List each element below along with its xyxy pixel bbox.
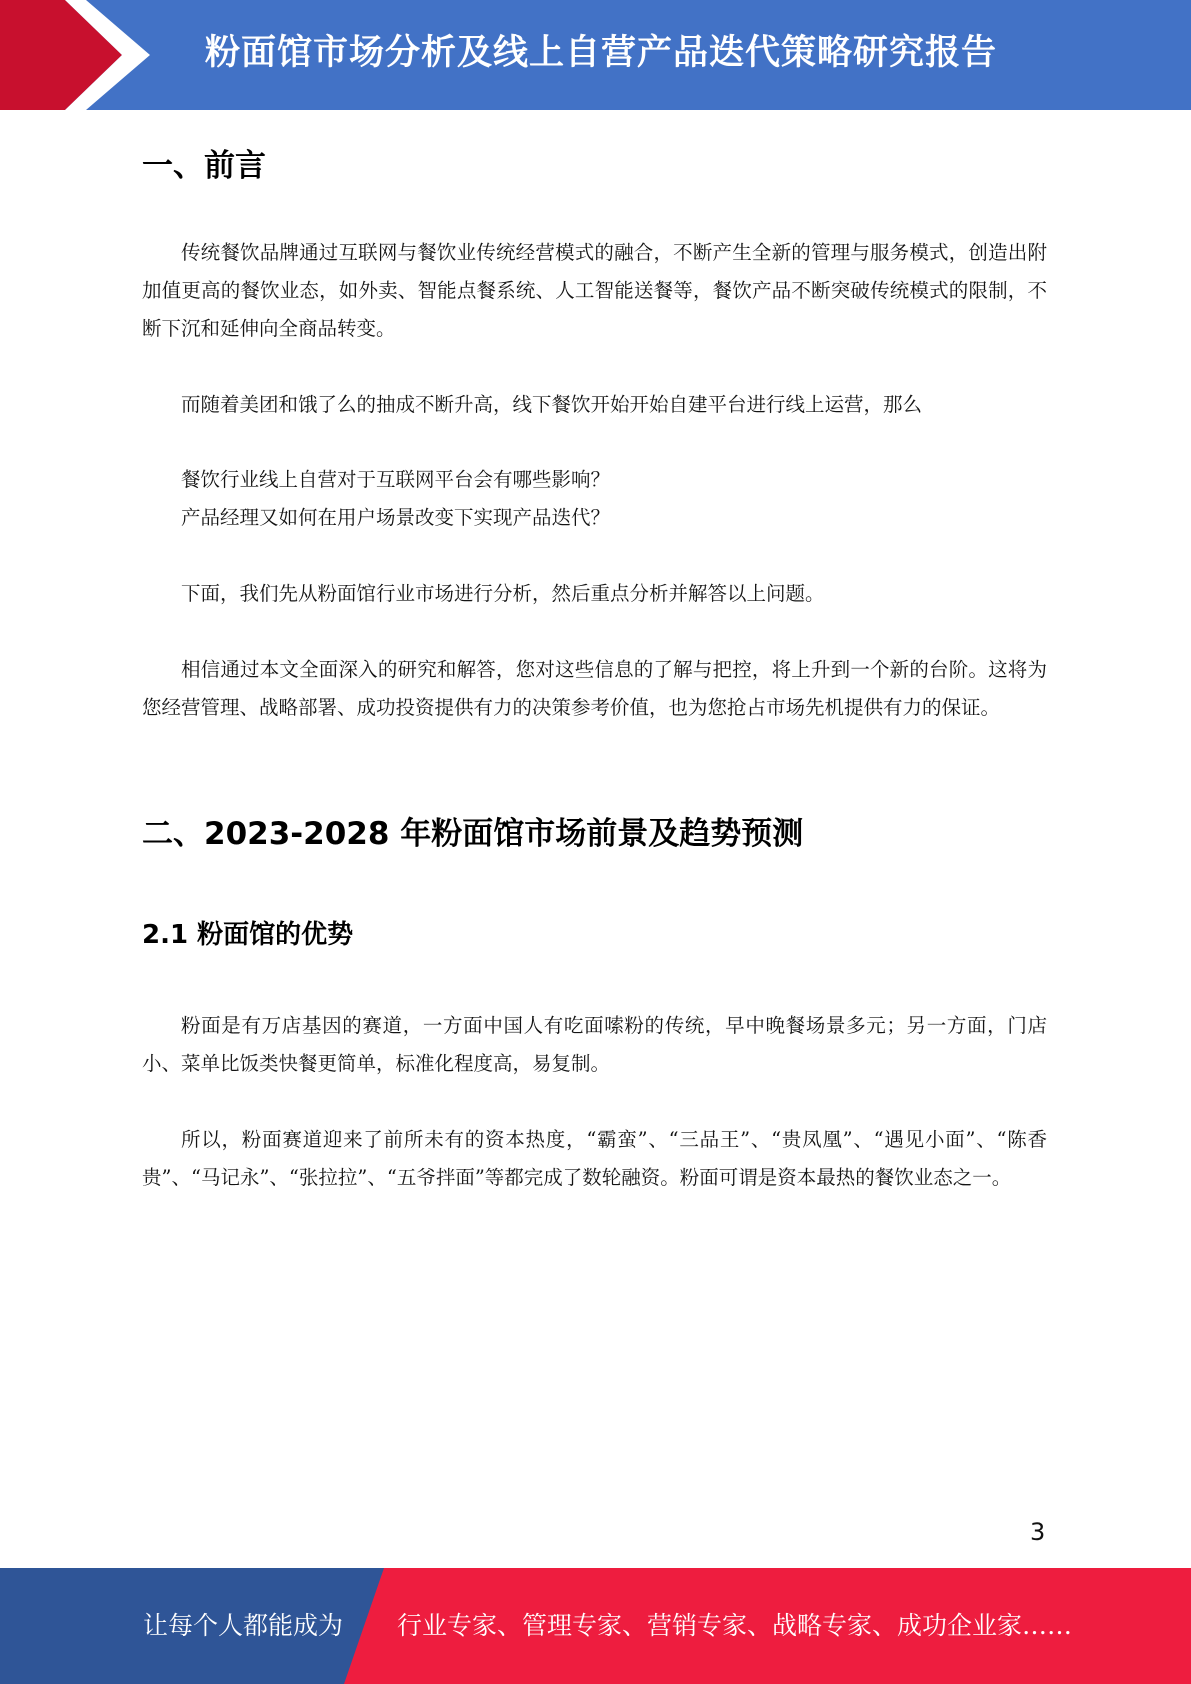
- section-heading-outlook: 二、2023-2028 年粉面馆市场前景及趋势预测: [142, 816, 804, 852]
- intro-question-1: 餐饮行业线上自营对于互联网平台会有哪些影响？: [181, 468, 611, 491]
- advantages-paragraph-2: 所以，粉面赛道迎来了前所未有的资本热度，“霸蛮”、“三品王”、“贵凤凰”、“遇见小面”、“陈香贵”、“马记永”、“张拉拉”、“五爷拌面”等都完成了数轮融资。粉面可谓是资本最热的餐饮业态之一。: [142, 1128, 1047, 1189]
- intro-paragraph-3: 下面，我们先从粉面馆行业市场进行分析，然后重点分析并解答以上问题。: [181, 582, 825, 605]
- report-title: 粉面馆市场分析及线上自营产品迭代策略研究报告: [205, 33, 998, 73]
- section-heading-intro: 一、前言: [142, 148, 266, 184]
- footer-band: [0, 1568, 1191, 1684]
- intro-paragraph-2: 而随着美团和饿了么的抽成不断升高，线下餐饮开始开始自建平台进行线上运营，那么: [181, 393, 923, 416]
- intro-paragraph-1: 传统餐饮品牌通过互联网与餐饮业传统经营模式的融合，不断产生全新的管理与服务模式，创造出附加值更高的餐饮业态，如外卖、智能点餐系统、人工智能送餐等，餐饮产品不断突破传统模式的限制，不断下沉和延伸向全商品转变。: [142, 241, 1047, 340]
- intro-question-2: 产品经理又如何在用户场景改变下实现产品迭代？: [181, 506, 611, 529]
- footer-slogan-right: 行业专家、管理专家、营销专家、战略专家、成功企业家……: [397, 1611, 1073, 1640]
- chevron-arrow-icon: [0, 0, 180, 110]
- header-band: [0, 0, 1191, 110]
- advantages-paragraph-1: 粉面是有万店基因的赛道，一方面中国人有吃面嗦粉的传统，早中晚餐场景多元；另一方面，门店小、菜单比饭类快餐更简单，标准化程度高，易复制。: [142, 1014, 1047, 1075]
- intro-paragraph-4: 相信通过本文全面深入的研究和解答，您对这些信息的了解与把控，将上升到一个新的台阶。这将为您经营管理、战略部署、成功投资提供有力的决策参考价值，也为您抢占市场先机提供有力的保证。: [142, 658, 1047, 719]
- subsection-heading-advantages: 2.1 粉面馆的优势: [142, 920, 354, 950]
- footer-slogan-left: 让每个人都能成为: [143, 1611, 344, 1640]
- page-number: 3: [1030, 1518, 1046, 1546]
